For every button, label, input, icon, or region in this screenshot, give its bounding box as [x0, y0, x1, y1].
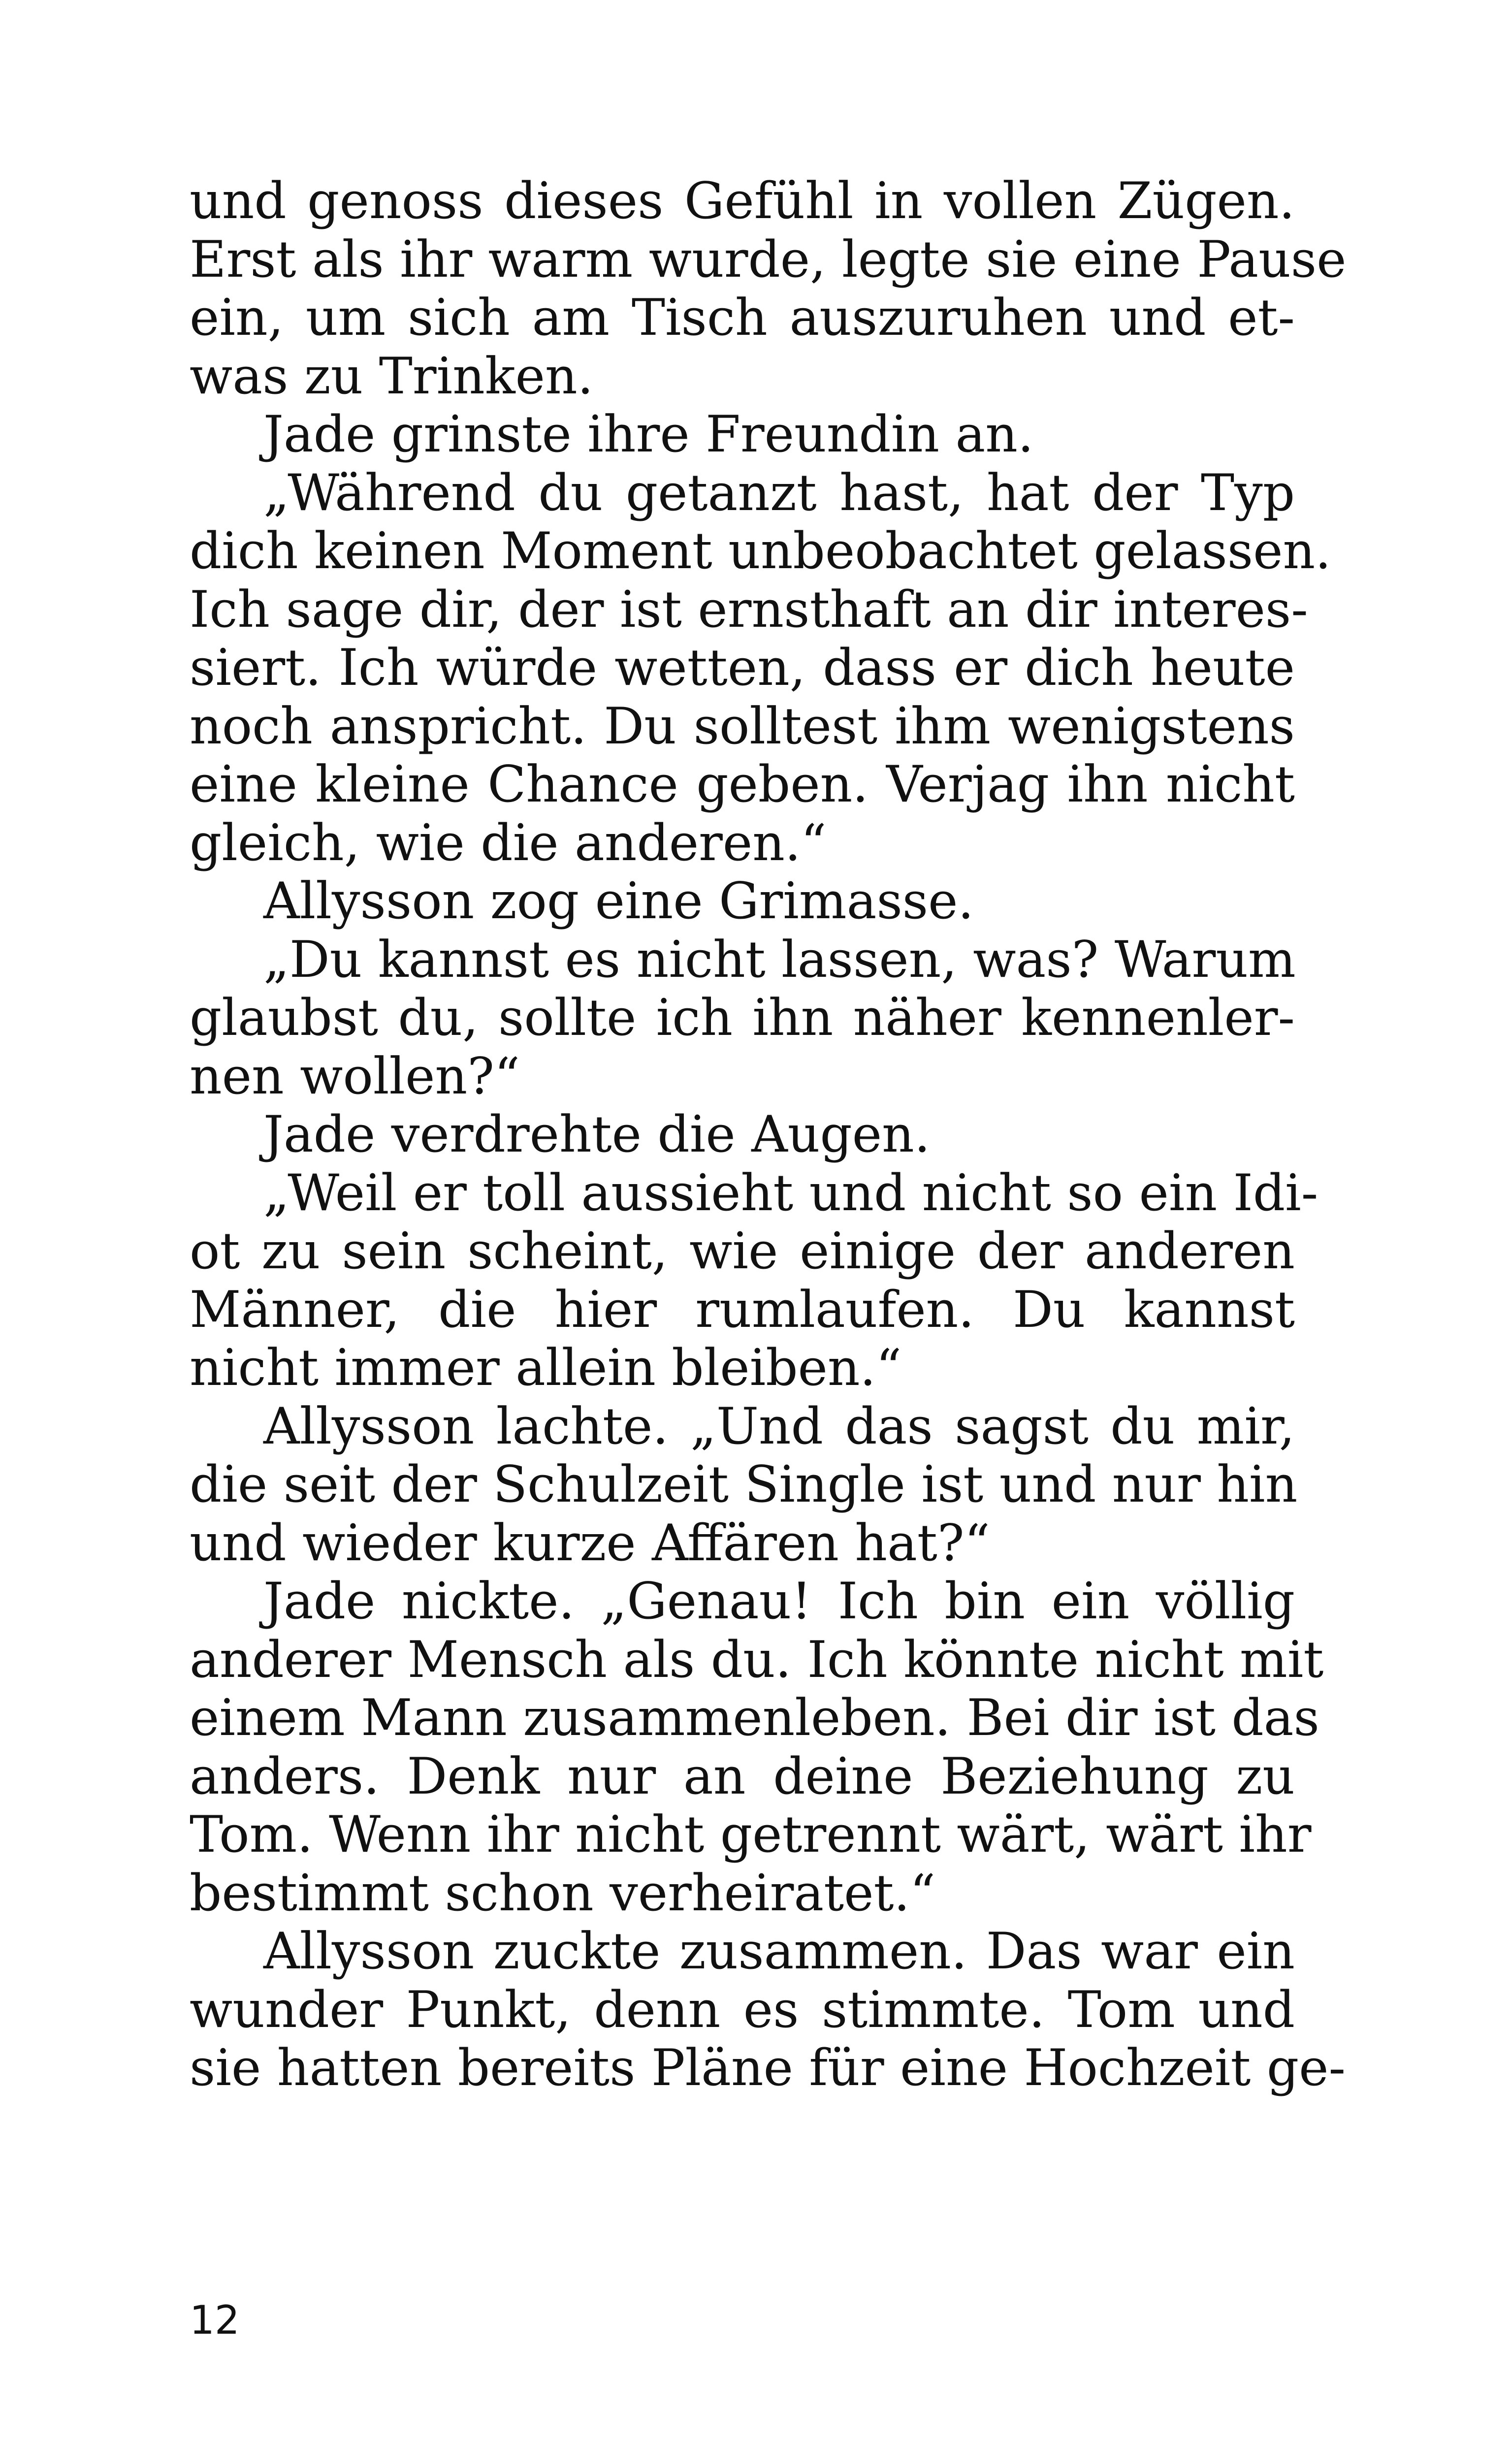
text-line: Jade grinste ihre Freundin an. — [263, 405, 1034, 464]
text-line: Jade verdrehte die Augen. — [263, 1105, 931, 1164]
text-line: dich keinen Moment unbeobachtet gelassen. — [190, 522, 1331, 580]
text-line: was zu Trinken. — [190, 347, 594, 406]
text-line: noch anspricht. Du solltest ihm wenigstens — [190, 697, 1295, 756]
text-line: die seit der Schulzeit Single ist und nur hin — [190, 1455, 1298, 1514]
text-line: Tom. Wenn ihr nicht getrennt wärt, wärt ihr — [190, 1805, 1312, 1864]
text-line: Allysson lachte. „Und das sagst du mir, — [263, 1397, 1295, 1456]
text-line: sie hatten bereits Pläne für eine Hochzeit ge- — [190, 2039, 1346, 2097]
text-line: ein, um sich am Tisch auszuruhen und et- — [190, 289, 1295, 347]
text-line: nen wollen?“ — [190, 1047, 520, 1106]
text-line: einem Mann zusammenleben. Bei dir ist das — [190, 1689, 1319, 1747]
text-line: ot zu sein scheint, wie einige der anderen — [190, 1222, 1295, 1281]
text-line: anders. Denk nur an deine Beziehung zu — [190, 1747, 1295, 1806]
text-line: „Du kannst es nicht lassen, was? Warum — [263, 930, 1296, 989]
text-line: und wieder kurze Affären hat?“ — [190, 1513, 990, 1573]
text-line: „Weil er toll aussieht und nicht so ein Idi- — [263, 1163, 1319, 1222]
text-line: und genoss dieses Gefühl in vollen Zügen. — [190, 172, 1295, 230]
text-line: Allysson zog eine Grimasse. — [263, 872, 974, 931]
text-line: Ich sage dir, der ist ernsthaft an dir interes- — [190, 580, 1308, 639]
text-line: nicht immer allein bleiben.“ — [190, 1339, 902, 1397]
text-line: Allysson zuckte zusammen. Das war ein — [263, 1922, 1295, 1981]
text-line: anderer Mensch als du. Ich könnte nicht mit — [190, 1630, 1324, 1689]
page-number: 12 — [190, 2297, 240, 2343]
text-line: bestimmt schon verheiratet.“ — [190, 1864, 936, 1923]
text-line: Männer, die hier rumlaufen. Du kannst — [190, 1280, 1295, 1339]
text-line: Jade nickte. „Genau! Ich bin ein völlig — [263, 1572, 1295, 1631]
body-text — [190, 172, 1347, 2098]
text-line: Erst als ihr warm wurde, legte sie eine Pause — [190, 230, 1347, 289]
text-line: siert. Ich würde wetten, dass er dich heute — [190, 639, 1295, 697]
text-line: wunder Punkt, denn es stimmte. Tom und — [190, 1980, 1295, 2039]
text-line: eine kleine Chance geben. Verjag ihn nicht — [190, 755, 1295, 814]
text-line: gleich, wie die anderen.“ — [190, 813, 827, 872]
text-line: glaubst du, sollte ich ihn näher kennenler- — [190, 989, 1295, 1047]
text-line: „Während du getanzt hast, hat der Typ — [263, 463, 1295, 522]
